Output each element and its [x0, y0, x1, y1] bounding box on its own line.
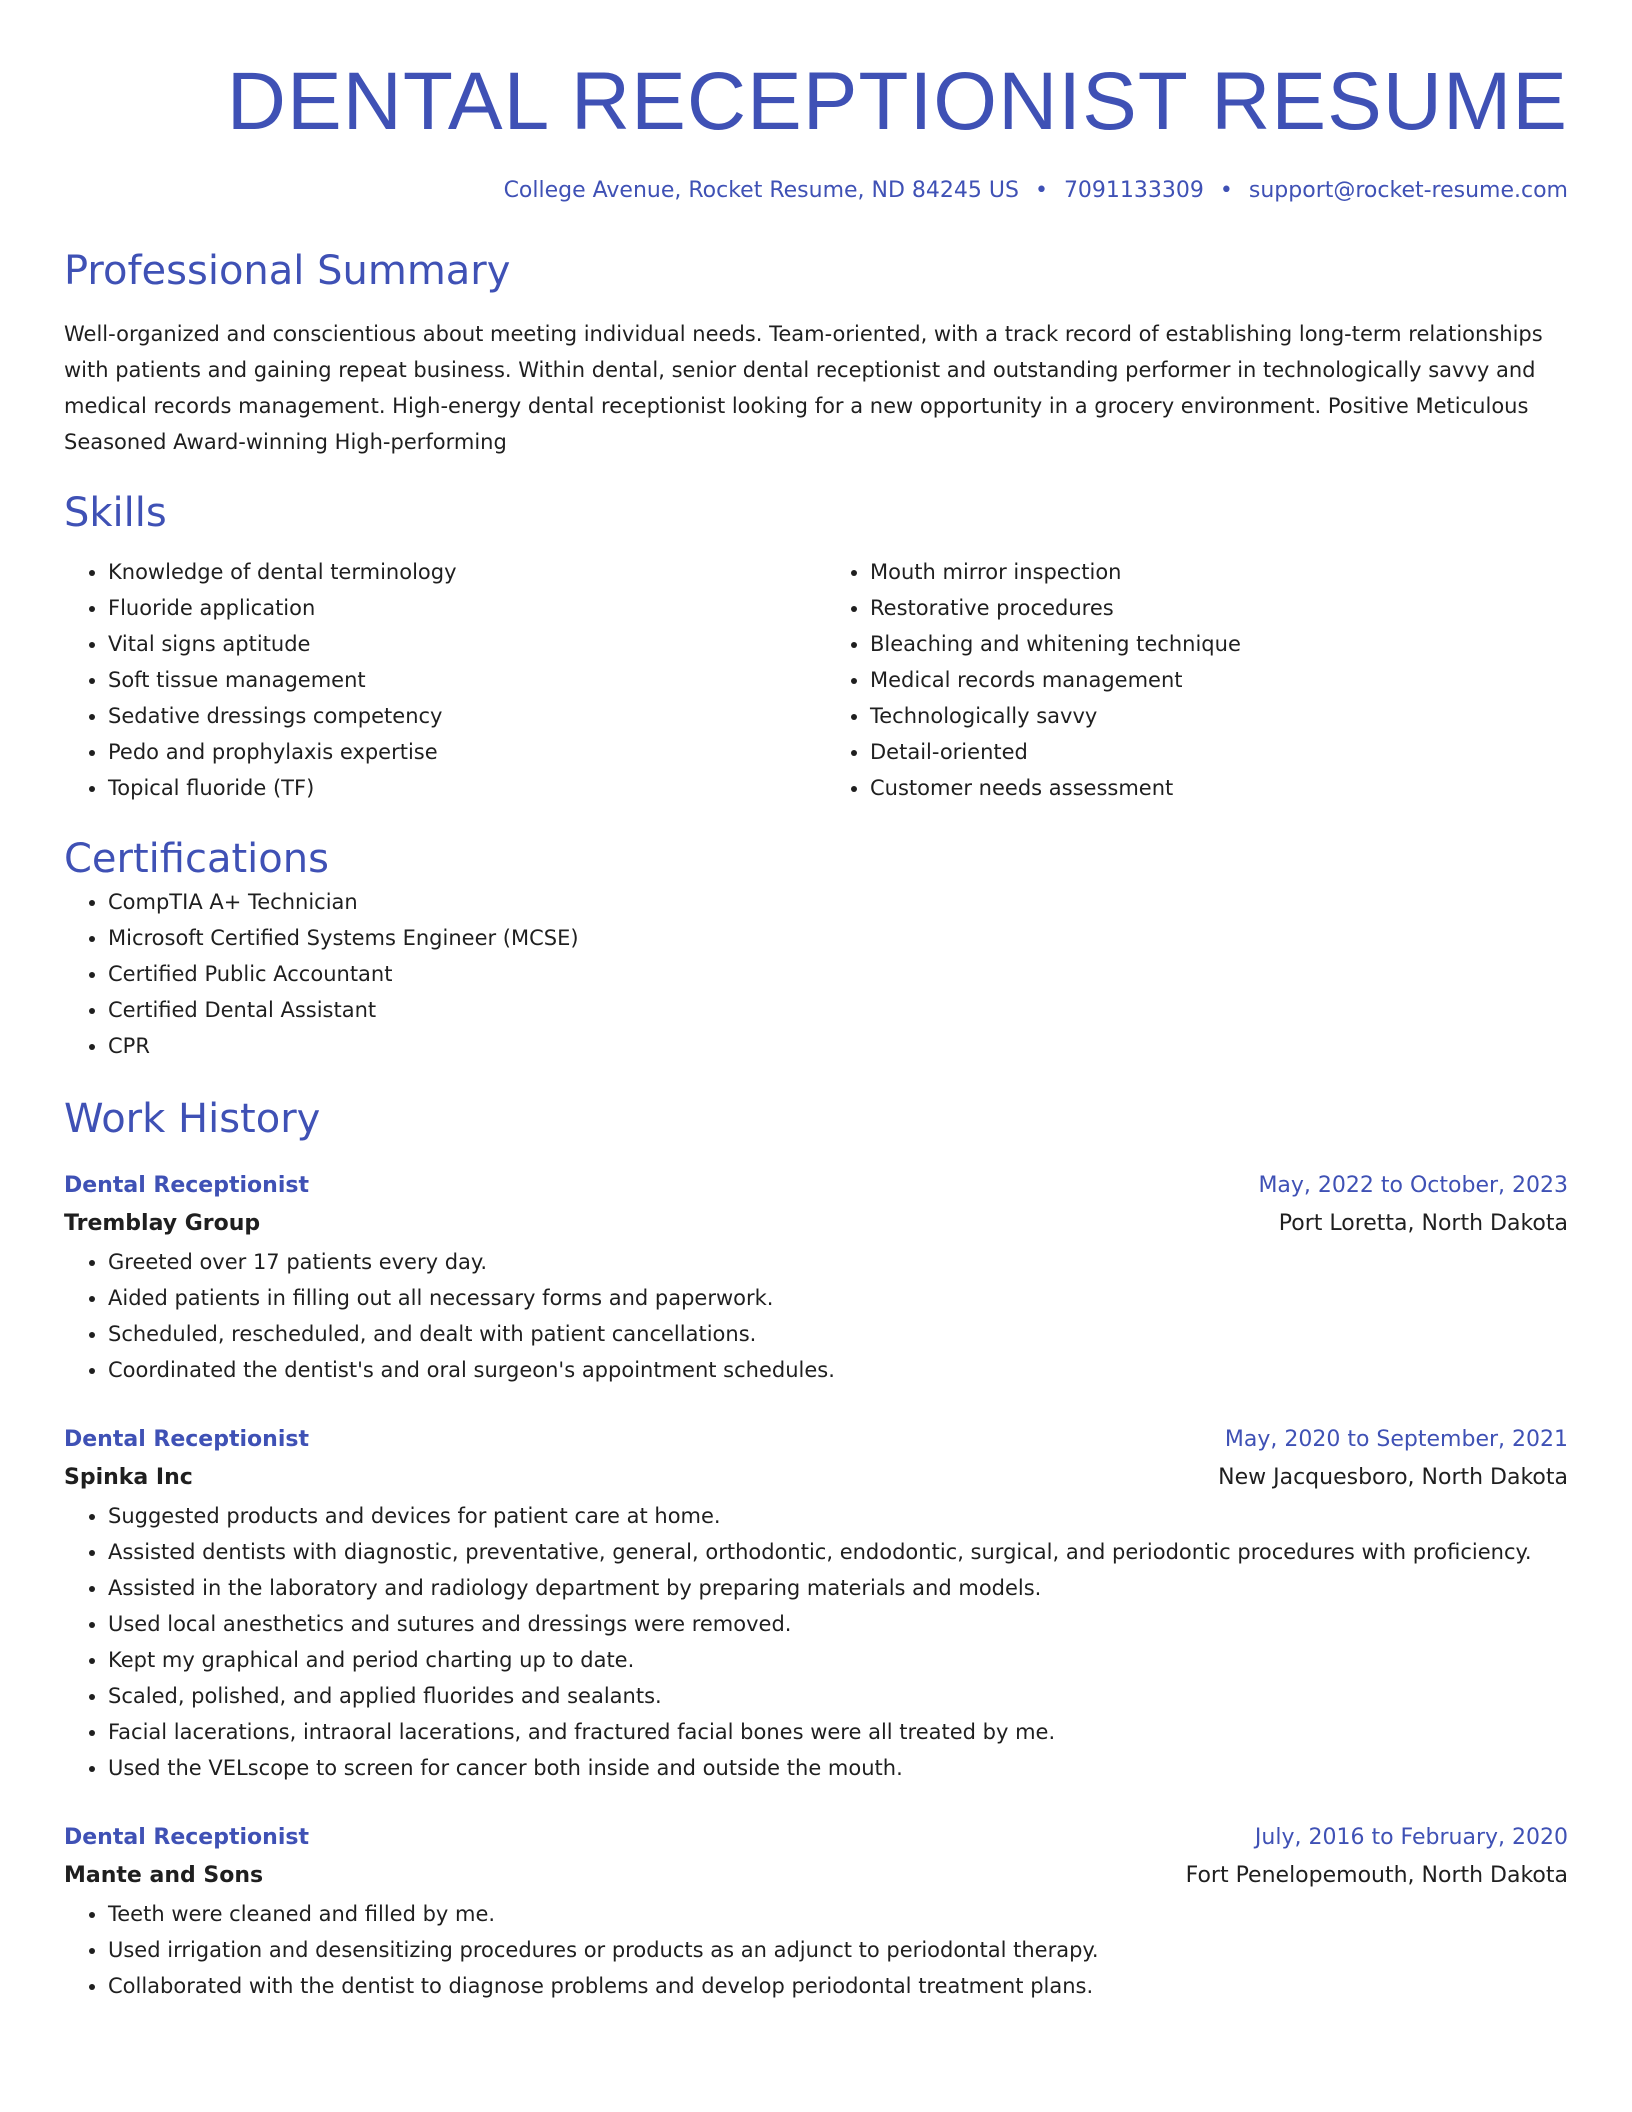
job-bullets [64, 1896, 1568, 2004]
certification-item: • CompTIA A+ Technician [108, 884, 1568, 920]
certification-item: • Certified Dental Assistant [108, 992, 1568, 1028]
work-history-heading: Work History [64, 1096, 321, 1142]
job-company-row [64, 1856, 1568, 1896]
resume-page [64, 0, 1568, 2004]
certifications-list [64, 884, 1568, 1064]
job-dates: May, 2022 to October, 2023 [1258, 1173, 1568, 1198]
skills-heading: Skills [64, 490, 167, 536]
job-title: Dental Receptionist [64, 1427, 309, 1452]
certifications-heading: Certifications [64, 836, 329, 882]
job-company: Mante and Sons [64, 1863, 264, 1888]
contact-line [64, 176, 1568, 206]
job-bullet: • Scheduled, rescheduled, and dealt with patient cancellations. [108, 1316, 1568, 1352]
job-title: Dental Receptionist [64, 1825, 309, 1850]
skill-item: • Sedative dressings competency [108, 698, 806, 734]
job-bullet: • Facial lacerations, intraoral lacerations, and fractured facial bones were all treated by me. [108, 1714, 1568, 1750]
job-bullet: • Scaled, polished, and applied fluorides and sealants. [108, 1678, 1568, 1714]
certification-item: • Certified Public Accountant [108, 956, 1568, 992]
skill-item: • Mouth mirror inspection [870, 554, 1568, 590]
job-header-row [64, 1820, 1568, 1856]
skill-item: • Technologically savvy [870, 698, 1568, 734]
job-bullet: • Coordinated the dentist's and oral surgeon's appointment schedules. [108, 1352, 1568, 1388]
job-bullet: • Kept my graphical and period charting up to date. [108, 1642, 1568, 1678]
job-company-row [64, 1204, 1568, 1244]
resume-name: DENTAL RECEPTIONIST RESUME [226, 56, 1568, 147]
skill-item: • Soft tissue management [108, 662, 806, 698]
skill-item: • Pedo and prophylaxis expertise [108, 734, 806, 770]
job-location: Port Loretta, North Dakota [1278, 1211, 1568, 1236]
job-bullet: • Used irrigation and desensitizing procedures or products as an adjunct to periodontal therapy. [108, 1932, 1568, 1968]
job-bullet: • Greeted over 17 patients every day. [108, 1244, 1568, 1280]
job-bullet: • Used local anesthetics and sutures and dressings were removed. [108, 1606, 1568, 1642]
contact-email: support@rocket-resume.com [1248, 178, 1568, 203]
job-bullet: • Assisted dentists with diagnostic, preventative, general, orthodontic, endodontic, surgical, and periodontic procedures with proficiency. [108, 1534, 1568, 1570]
skill-item: • Bleaching and whitening technique [870, 626, 1568, 662]
skill-item: • Customer needs assessment [870, 770, 1568, 806]
skill-item: • Knowledge of dental terminology [108, 554, 806, 590]
job-bullet: • Used the VELscope to screen for cancer both inside and outside the mouth. [108, 1750, 1568, 1786]
contact-separator: • [1219, 178, 1233, 203]
job-bullet: • Aided patients in filling out all necessary forms and paperwork. [108, 1280, 1568, 1316]
summary-text: Well-organized and conscientious about meeting individual needs. Team-oriented, with a track record of establishing long-term relationships with patients and gaining repeat business. Within dental, senior dental receptionist and outstanding performer in technologically savvy and medical records management. High-energy dental receptionist looking for a new opportunity in a grocery environment. Positive Meticulous Seasoned Award-winning High-performing [64, 322, 1543, 454]
job-header-row [64, 1168, 1568, 1204]
job-entry [64, 1820, 1568, 2004]
contact-separator: • [1034, 178, 1048, 203]
summary-heading: Professional Summary [64, 248, 511, 294]
skill-item: • Fluoride application [108, 590, 806, 626]
job-bullet: • Collaborated with the dentist to diagnose problems and develop periodontal treatment plans. [108, 1968, 1568, 2004]
job-company: Tremblay Group [64, 1211, 261, 1236]
job-bullets [64, 1498, 1568, 1786]
job-company: Spinka Inc [64, 1465, 193, 1490]
skill-item: • Topical fluoride (TF) [108, 770, 806, 806]
job-entry [64, 1168, 1568, 1388]
job-bullet: • Suggested products and devices for patient care at home. [108, 1498, 1568, 1534]
job-company-row [64, 1458, 1568, 1498]
job-bullets [64, 1244, 1568, 1388]
skill-item: • Medical records management [870, 662, 1568, 698]
job-title: Dental Receptionist [64, 1173, 309, 1198]
job-entry [64, 1422, 1568, 1786]
certification-item: • CPR [108, 1028, 1568, 1064]
job-bullet: • Assisted in the laboratory and radiology department by preparing materials and models. [108, 1570, 1568, 1606]
skill-item: • Vital signs aptitude [108, 626, 806, 662]
job-bullet: • Teeth were cleaned and filled by me. [108, 1896, 1568, 1932]
job-dates: May, 2020 to September, 2021 [1224, 1427, 1568, 1452]
resume-header [64, 0, 1568, 206]
contact-address: College Avenue, Rocket Resume, ND 84245 US [503, 178, 1019, 203]
certification-item: • Microsoft Certified Systems Engineer (MCSE) [108, 920, 1568, 956]
job-location: Fort Penelopemouth, North Dakota [1185, 1863, 1568, 1888]
job-dates: July, 2016 to February, 2020 [1254, 1825, 1568, 1850]
contact-phone: 7091133309 [1063, 178, 1204, 203]
job-header-row [64, 1422, 1568, 1458]
skill-item: • Detail-oriented [870, 734, 1568, 770]
job-location: New Jacquesboro, North Dakota [1218, 1465, 1568, 1490]
skills-list-left [64, 554, 806, 806]
skills-grid [64, 554, 1568, 806]
skill-item: • Restorative procedures [870, 590, 1568, 626]
skills-list-right [826, 554, 1568, 806]
